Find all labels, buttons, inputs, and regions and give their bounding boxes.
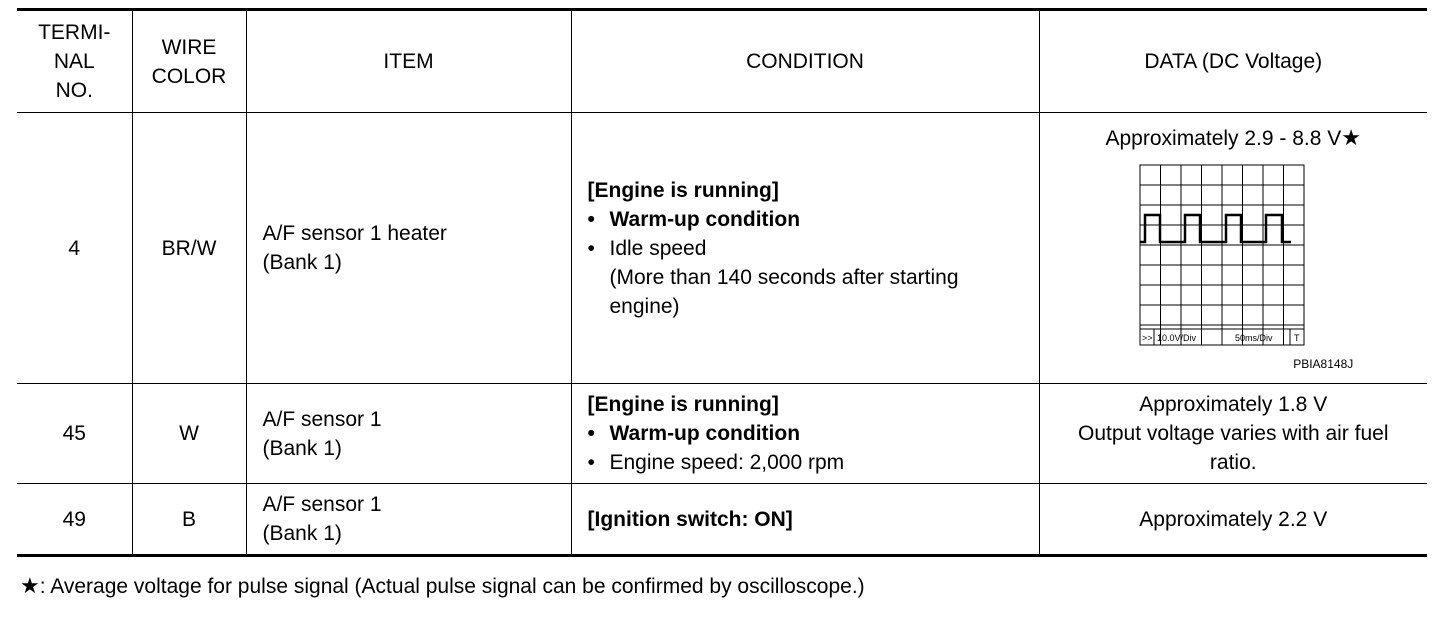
scope-left-marker: >> [1142, 333, 1153, 343]
footnote [20, 571, 865, 601]
condition-list [588, 419, 1039, 477]
header-item: ITEM [246, 10, 571, 113]
condition-subnote: (More than 140 seconds after starting engine) [609, 265, 959, 318]
condition-heading: [Ignition switch: ON] [587, 507, 793, 531]
bullet-glyph: • [587, 236, 595, 260]
header-condition: CONDITION [571, 10, 1039, 113]
header-data: DATA (DC Voltage) [1039, 10, 1427, 113]
item-cell: A/F sensor 1 heater (Bank 1) [246, 113, 571, 384]
oscilloscope-figure [1083, 153, 1383, 373]
table-row-terminal-45 [17, 384, 1427, 484]
data-value: Approximately 2.9 - 8.8 V★ [1105, 125, 1361, 150]
terminal-table [17, 8, 1427, 557]
oscilloscope-graph [1083, 153, 1383, 373]
data-cell: Approximately 1.8 V Output voltage varies with air fuel ratio. [1039, 384, 1427, 484]
terminal-no-cell: 49 [17, 484, 132, 556]
header-terminal-no: TERMI- NAL NO. [17, 10, 132, 113]
wire-color-cell: W [132, 384, 246, 484]
pulse-waveform [1140, 215, 1291, 242]
condition-list [588, 205, 1039, 321]
condition-cell [571, 484, 1039, 556]
header-row [17, 10, 1427, 113]
data-cell: Approximately 2.2 V [1039, 484, 1427, 556]
item-cell: A/F sensor 1 (Bank 1) [246, 384, 571, 484]
condition-cell [571, 384, 1039, 484]
bullet-glyph: • [587, 207, 595, 231]
bullet-glyph: • [587, 422, 595, 445]
table-row-terminal-49 [17, 484, 1427, 556]
scope-grid [1140, 165, 1304, 345]
figure-id-label: PBIA8148J [1293, 357, 1354, 371]
bullet-glyph: • [587, 451, 595, 474]
header-wire-color: WIRE COLOR [132, 10, 246, 113]
wire-color-cell: B [132, 484, 246, 556]
scope-right-marker: T [1294, 333, 1300, 343]
condition-bullet: • Warm-up condition [588, 419, 1039, 448]
terminal-no-cell: 45 [17, 384, 132, 484]
condition-bullet: • Warm-up condition [588, 205, 1039, 234]
condition-bullet: • Idle speed (More than 140 seconds after starting engine) [588, 234, 1039, 321]
scope-time-label: 50ms/Div [1235, 333, 1273, 343]
condition-heading: [Engine is running] [587, 393, 779, 416]
footnote-text: : Average voltage for pulse signal (Actual pulse signal can be confirmed by oscilloscope.) [39, 575, 865, 598]
condition-cell [571, 113, 1039, 384]
item-cell: A/F sensor 1 (Bank 1) [246, 484, 571, 556]
star-icon: ★ [1341, 125, 1361, 150]
condition-bullet: • Engine speed: 2,000 rpm [588, 448, 1039, 477]
data-cell [1039, 113, 1427, 384]
wire-color-cell: BR/W [132, 113, 246, 384]
terminal-no-cell: 4 [17, 113, 132, 384]
table-row-terminal-4 [17, 113, 1427, 384]
condition-heading: [Engine is running] [587, 178, 779, 202]
star-icon: ★ [20, 573, 40, 598]
scope-volt-label: 10.0V/Div [1157, 333, 1197, 343]
